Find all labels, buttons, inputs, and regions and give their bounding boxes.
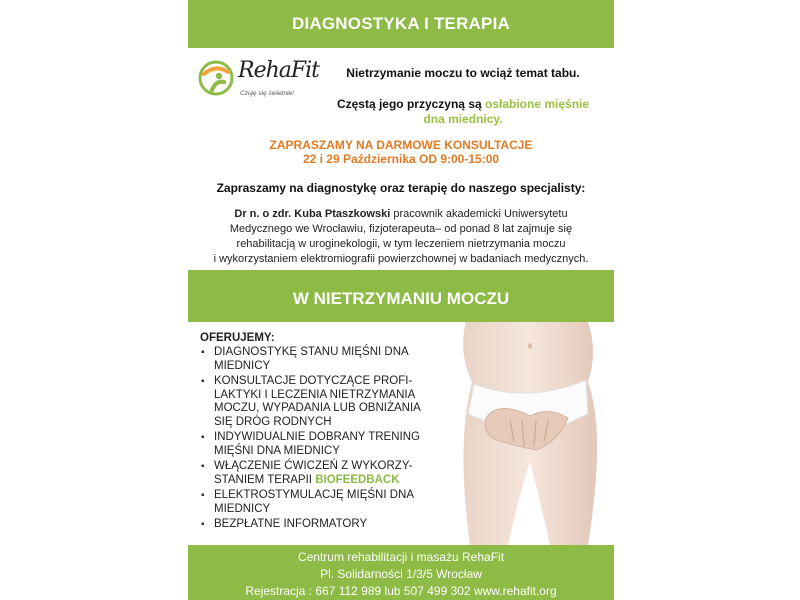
logo-wordmark: RehaFit xyxy=(238,58,320,83)
bullet-icon: ▪ xyxy=(201,376,205,387)
intro-line-1: Nietrzymanie moczu to wciąż temat tabu. xyxy=(346,66,580,80)
intro-line-2: Częstą jego przyczyną są osłabione mięśnie dna miednicy. xyxy=(336,97,590,126)
footer-center-name: Centrum rehabilitacji i masażu RehaFit xyxy=(297,550,505,564)
flyer xyxy=(188,0,614,600)
section-band xyxy=(188,270,614,322)
intro-line-3: dna miednicy. xyxy=(423,112,503,126)
offer-item: ▪ DIAGNOSTYKĘ STANU MIĘŚNI DNA MIEDNICY xyxy=(201,346,409,372)
bullet-icon: ▪ xyxy=(201,519,205,530)
consultation-line-1: ZAPRASZAMY NA DARMOWE KONSULTACJE xyxy=(269,138,533,152)
consultation-announcement xyxy=(188,138,614,166)
bullet-icon: ▪ xyxy=(201,347,205,358)
offer-item: ▪ KONSULTACJE DOTYCZĄCE PROFI-LAKTYKI I LECZENIA NIETRZYMANIA MOCZU, WYPADANIA LUB OBNIŻANIA SIĘ DRÓG RODNYCH xyxy=(201,375,421,428)
offers-list xyxy=(200,332,435,534)
consultation-dates: 22 i 29 Października OD 9:00-15:00 xyxy=(302,152,500,166)
specialist-bio: Dr n. o zdr. Kuba Ptaszkowski pracownik akademicki Uniwersytetu Medycznego we Wrocławiu, fizjoterapeuta– od ponad 8 lat zajmuje się rehabilitacją w uroginekologii, w tym leczeniem nietrzymania moczu i wykorzystaniem elektromiografii powierzchownej w badaniach medycznych. xyxy=(213,208,589,265)
rehafit-logo xyxy=(198,58,320,108)
logo-slogan: Czuję się świetnie! xyxy=(240,90,294,97)
offer-item: ▪ INDYWIDUALNIE DOBRANY TRENING MIĘŚNI DNA MIEDNICY xyxy=(201,431,420,457)
bullet-icon: ▪ xyxy=(201,490,205,501)
footer-band xyxy=(188,545,614,600)
offers-title: OFERUJEMY: xyxy=(200,332,275,344)
woman-torso-photo xyxy=(438,322,614,545)
header-band xyxy=(188,0,614,48)
footer-contact: Rejestracja : 667 112 989 lub 507 499 302 www.rehafit.org xyxy=(245,584,557,598)
section-title: W NIETRZYMANIU MOCZU xyxy=(292,289,510,308)
footer-address: Pl. Solidarności 1/3/5 Wrocław xyxy=(320,567,482,581)
specialist-name: Dr n. o zdr. Kuba Ptaszkowski xyxy=(234,208,391,220)
bullet-icon: ▪ xyxy=(201,432,205,443)
header-title: DIAGNOSTYKA I TERAPIA xyxy=(292,14,510,33)
offer-item: ▪ WŁĄCZENIE ĆWICZEŃ Z WYKORZY-STANIEM TERAPII BIOFEEDBACK xyxy=(201,460,413,486)
offer-item: ▪ ELEKTROSTYMULACJĘ MIĘŚNI DNA MIEDNICY xyxy=(201,489,414,515)
rehafit-figure-icon xyxy=(198,60,234,96)
invite-text: Zapraszamy na diagnostykę oraz terapię do naszego specjalisty: xyxy=(216,181,586,195)
bullet-icon: ▪ xyxy=(201,461,205,472)
offer-item: ▪ BEZPŁATNE INFORMATORY xyxy=(201,518,368,530)
